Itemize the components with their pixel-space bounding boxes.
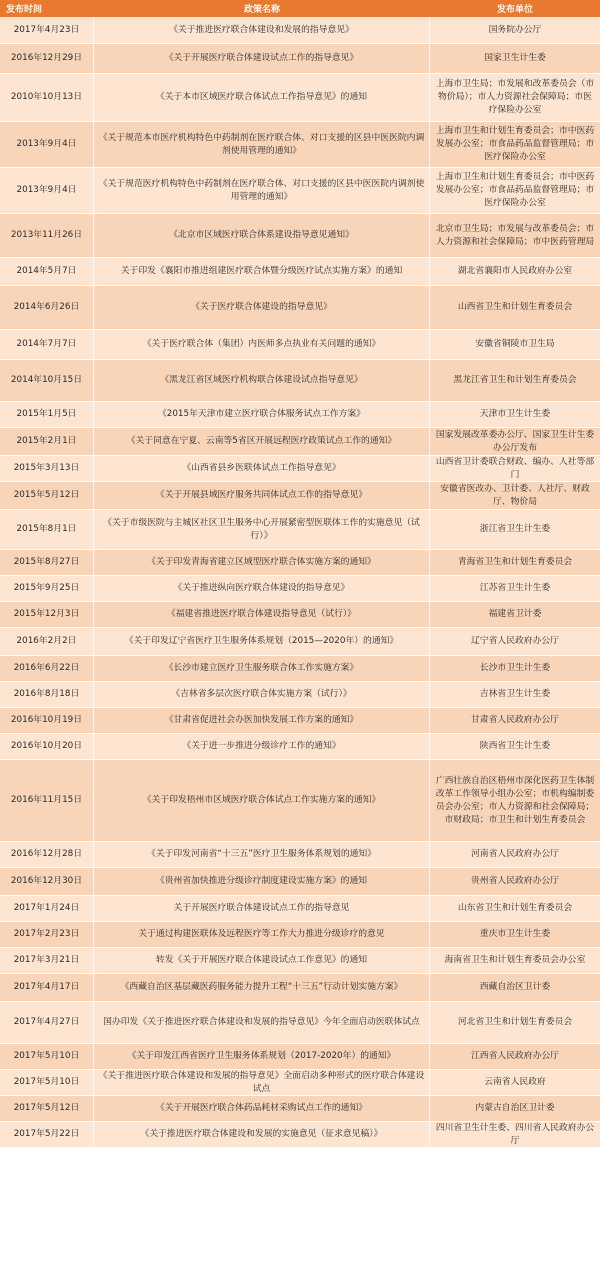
table-row (0, 286, 600, 330)
row-date: 2017年5月12日 (0, 1096, 94, 1121)
row-date: 2013年9月4日 (0, 122, 94, 167)
table-row (0, 896, 600, 922)
table-row (0, 402, 600, 428)
table-row (0, 456, 600, 482)
row-issuer: 江苏省卫生计生委 (479, 583, 551, 593)
row-policy: 《关于规范本市医疗机构特色中药制剂在医疗联合体、对口支援的区县中医医院内调剂使用管理的通知》 (94, 122, 430, 167)
table-row (0, 974, 600, 1002)
row-date: 2017年4月27日 (0, 1002, 94, 1043)
row-policy: 《吉林省多层次医疗联合体实施方案（试行）》 (94, 682, 430, 707)
row-issuer: 吉林省卫生计生委 (479, 689, 551, 699)
table-row (0, 44, 600, 74)
table-row (0, 734, 600, 760)
row-policy: 《关于本市区域医疗联合体试点工作指导意见》的通知 (94, 74, 430, 121)
row-date: 2014年7月7日 (0, 330, 94, 359)
row-policy: 《关于印发江西省医疗卫生服务体系规划（2017-2020年）的通知》 (94, 1044, 430, 1069)
row-issuer: 国家卫生计生委 (484, 53, 546, 63)
row-policy: 《山西省县乡医联体试点工作指导意见》 (94, 456, 430, 481)
row-policy: 《西藏自治区基层藏医药服务能力提升工程“十三五”行动计划实施方案》 (94, 974, 430, 1001)
row-policy: 《关于印发河南省“十三五”医疗卫生服务体系规划的通知》 (94, 842, 430, 867)
row-date: 2016年12月28日 (0, 842, 94, 867)
table-row (0, 948, 600, 974)
table-row (0, 360, 600, 402)
row-policy: 《关于医疗联合体建设的指导意见》 (94, 286, 430, 329)
row-issuer: 江西省人民政府办公厅 (471, 1051, 559, 1061)
row-policy: 《关于推进纵向医疗联合体建设的指导意见》 (94, 576, 430, 601)
row-date: 2017年3月21日 (0, 948, 94, 973)
row-issuer: 四川省卫生计生委、四川省人民政府办公厅 (435, 1122, 595, 1146)
row-date: 2015年12月3日 (0, 602, 94, 627)
row-policy: 《关于进一步推进分级诊疗工作的通知》 (94, 734, 430, 759)
table-row (0, 708, 600, 734)
row-date: 2016年8月18日 (0, 682, 94, 707)
row-policy: 《黑龙江省区域医疗机构联合体建设试点指导意见》 (94, 360, 430, 401)
table-row (0, 1002, 600, 1044)
table-row (0, 868, 600, 896)
table-row (0, 628, 600, 656)
row-date: 2016年6月22日 (0, 656, 94, 681)
table-row (0, 1122, 600, 1148)
row-policy: 《关于印发梧州市区域医疗联合体试点工作实施方案的通知》 (94, 760, 430, 841)
row-date: 2017年5月10日 (0, 1044, 94, 1069)
row-policy: 《关于印发青海省建立区域型医疗联合体实施方案的通知》 (94, 550, 430, 575)
table-row (0, 330, 600, 360)
table-row (0, 760, 600, 842)
row-policy: 关于开展医疗联合体建设试点工作的指导意见 (94, 896, 430, 921)
row-issuer: 河南省人民政府办公厅 (471, 849, 559, 859)
row-date: 2017年5月22日 (0, 1122, 94, 1147)
row-date: 2016年10月20日 (0, 734, 94, 759)
row-date: 2016年2月2日 (0, 628, 94, 655)
row-policy: 关于通过构建医联体及远程医疗等工作大力推进分级诊疗的意见 (94, 922, 430, 947)
row-date: 2017年4月17日 (0, 974, 94, 1001)
row-date: 2014年10月15日 (0, 360, 94, 401)
row-policy: 《关于市级医院与主城区社区卫生服务中心开展紧密型医联体工作的实施意见（试行）》 (94, 510, 430, 549)
table-row (0, 122, 600, 168)
row-date: 2016年10月19日 (0, 708, 94, 733)
row-date: 2015年8月27日 (0, 550, 94, 575)
row-issuer: 长沙市卫生计生委 (479, 663, 551, 673)
row-policy: 《2015年天津市建立医疗联合体服务试点工作方案》 (94, 402, 430, 427)
row-issuer: 湖北省襄阳市人民政府办公室 (457, 266, 573, 276)
row-issuer: 浙江省卫生计生委 (479, 524, 551, 534)
table-row (0, 428, 600, 456)
row-date: 2015年9月25日 (0, 576, 94, 601)
row-policy: 《贵州省加快推进分级诊疗制度建设实施方案》的通知 (94, 868, 430, 895)
row-date: 2017年5月10日 (0, 1070, 94, 1095)
row-issuer: 安徽省医改办、卫计委、人社厅、财政厅、物价局 (440, 483, 590, 507)
table-row (0, 74, 600, 122)
table-header (0, 0, 600, 17)
table-row (0, 17, 600, 44)
table-row (0, 510, 600, 550)
row-policy: 《北京市区域医疗联合体系建设指导意见通知》 (94, 214, 430, 257)
row-date: 2014年5月7日 (0, 258, 94, 285)
table-row (0, 682, 600, 708)
header-issuer: 发布单位 (496, 5, 533, 15)
row-issuer: 重庆市卫生计生委 (479, 929, 551, 939)
row-issuer: 天津市卫生计生委 (479, 409, 551, 419)
row-date: 2015年8月1日 (0, 510, 94, 549)
row-issuer: 西藏自治区卫计委 (479, 982, 551, 992)
row-issuer: 海南省卫生和计划生育委员会办公室 (444, 955, 586, 965)
row-date: 2013年11月26日 (0, 214, 94, 257)
row-policy: 《关于开展医疗联合体药品耗材采购试点工作的通知》 (94, 1096, 430, 1121)
row-date: 2017年4月23日 (0, 17, 94, 43)
row-policy: 《关于推进医疗联合体建设和发展的实施意见（征求意见稿）》 (94, 1122, 430, 1147)
table-row (0, 482, 600, 510)
row-issuer: 上海市卫生和计划生育委员会；市中医药发展办公室；市食品药品监督管理局；市医疗保险办公室 (435, 126, 595, 162)
row-issuer: 山西省卫生和计划生育委员会 (457, 302, 573, 312)
table-row (0, 1096, 600, 1122)
row-issuer: 云南省人民政府 (484, 1077, 546, 1087)
row-policy: 国办印发《关于推进医疗联合体建设和发展的指导意见》今年全面启动医联体试点 (94, 1002, 430, 1043)
row-date: 2016年12月30日 (0, 868, 94, 895)
row-policy: 关于印发《襄阳市推进组建医疗联合体暨分级医疗试点实施方案》的通知 (94, 258, 430, 285)
row-issuer: 广西壮族自治区梧州市深化医药卫生体制改革工作领导小组办公室；市机构编制委员会办公室；市人力资源和社会保障局；市财政局；市卫生和计划生育委员会 (435, 775, 595, 825)
table-row (0, 258, 600, 286)
row-date: 2016年12月29日 (0, 44, 94, 73)
row-issuer: 山西省卫计委联合财政、编办、人社等部门 (435, 456, 595, 480)
row-policy: 《关于医疗联合体（集团）内医师多点执业有关问题的通知》 (94, 330, 430, 359)
row-issuer: 河北省卫生和计划生育委员会 (457, 1017, 573, 1027)
row-policy: 《福建省推进医疗联合体建设指导意见（试行）》 (94, 602, 430, 627)
row-policy: 《甘肃省促进社会办医加快发展工作方案的通知》 (94, 708, 430, 733)
row-policy: 《长沙市建立医疗卫生服务联合体工作实施方案》 (94, 656, 430, 681)
row-date: 2014年6月26日 (0, 286, 94, 329)
row-issuer: 辽宁省人民政府办公厅 (471, 636, 559, 646)
table-body (0, 17, 600, 1148)
row-policy: 《关于印发辽宁省医疗卫生服务体系规划（2015—2020年）的通知》 (94, 628, 430, 655)
row-policy: 《关于开展县域医疗服务共同体试点工作的指导意见》 (94, 482, 430, 509)
row-date: 2015年1月5日 (0, 402, 94, 427)
row-date: 2017年1月24日 (0, 896, 94, 921)
row-issuer: 黑龙江省卫生和计划生育委员会 (453, 375, 577, 385)
row-issuer: 上海市卫生局；市发展和改革委员会（市物价局）；市人力资源社会保障局；市医疗保险办公室 (435, 79, 595, 115)
row-issuer: 国务院办公厅 (488, 24, 542, 35)
row-date: 2015年2月1日 (0, 428, 94, 455)
table-row (0, 656, 600, 682)
table-row (0, 214, 600, 258)
row-issuer: 上海市卫生和计划生育委员会；市中医药发展办公室；市食品药品监督管理局；市医疗保险办公室 (435, 172, 595, 208)
row-date: 2010年10月13日 (0, 74, 94, 121)
row-date: 2015年3月13日 (0, 456, 94, 481)
header-policy: 政策名称 (243, 5, 280, 15)
row-issuer: 山东省卫生和计划生育委员会 (457, 903, 573, 913)
row-issuer: 安徽省铜陵市卫生局 (475, 339, 555, 349)
table-row (0, 1044, 600, 1070)
row-date: 2013年9月4日 (0, 168, 94, 213)
row-issuer: 青海省卫生和计划生育委员会 (457, 557, 573, 567)
row-date: 2015年5月12日 (0, 482, 94, 509)
row-issuer: 内蒙古自治区卫计委 (475, 1103, 555, 1113)
row-issuer: 陕西省卫生计生委 (479, 741, 551, 751)
table-row (0, 842, 600, 868)
row-policy: 《关于推进医疗联合体建设和发展的指导意见》全面启动多种形式的医疗联合体建设试点 (94, 1070, 430, 1095)
row-policy: 《关于同意在宁夏、云南等5省区开展远程医疗政策试点工作的通知》 (94, 428, 430, 455)
header-date: 发布时间 (6, 5, 43, 15)
row-date: 2016年11月15日 (0, 760, 94, 841)
table-row (0, 602, 600, 628)
row-date: 2017年2月23日 (0, 922, 94, 947)
table-row (0, 168, 600, 214)
row-issuer: 甘肃省人民政府办公厅 (471, 715, 559, 725)
row-issuer: 贵州省人民政府办公厅 (471, 876, 559, 886)
row-policy: 转发《关于开展医疗联合体建设试点工作意见》的通知 (94, 948, 430, 973)
table-row (0, 922, 600, 948)
table-row (0, 1070, 600, 1096)
row-issuer: 福建省卫计委 (488, 609, 542, 619)
row-issuer: 北京市卫生局；市发展与改革委员会；市人力资源和社会保障局；市中医药管理局 (435, 223, 595, 247)
table-row (0, 550, 600, 576)
row-policy: 《关于开展医疗联合体建设试点工作的指导意见》 (94, 44, 430, 73)
row-policy: 《关于推进医疗联合体建设和发展的指导意见》 (94, 17, 430, 43)
row-policy: 《关于规范医疗机构特色中药制剂在医疗联合体、对口支援的区县中医医院内调剂使用管理的通知》 (94, 168, 430, 213)
row-issuer: 国家发展改革委办公厅、国家卫生计生委办公厅发布 (435, 429, 595, 453)
table-row (0, 576, 600, 602)
